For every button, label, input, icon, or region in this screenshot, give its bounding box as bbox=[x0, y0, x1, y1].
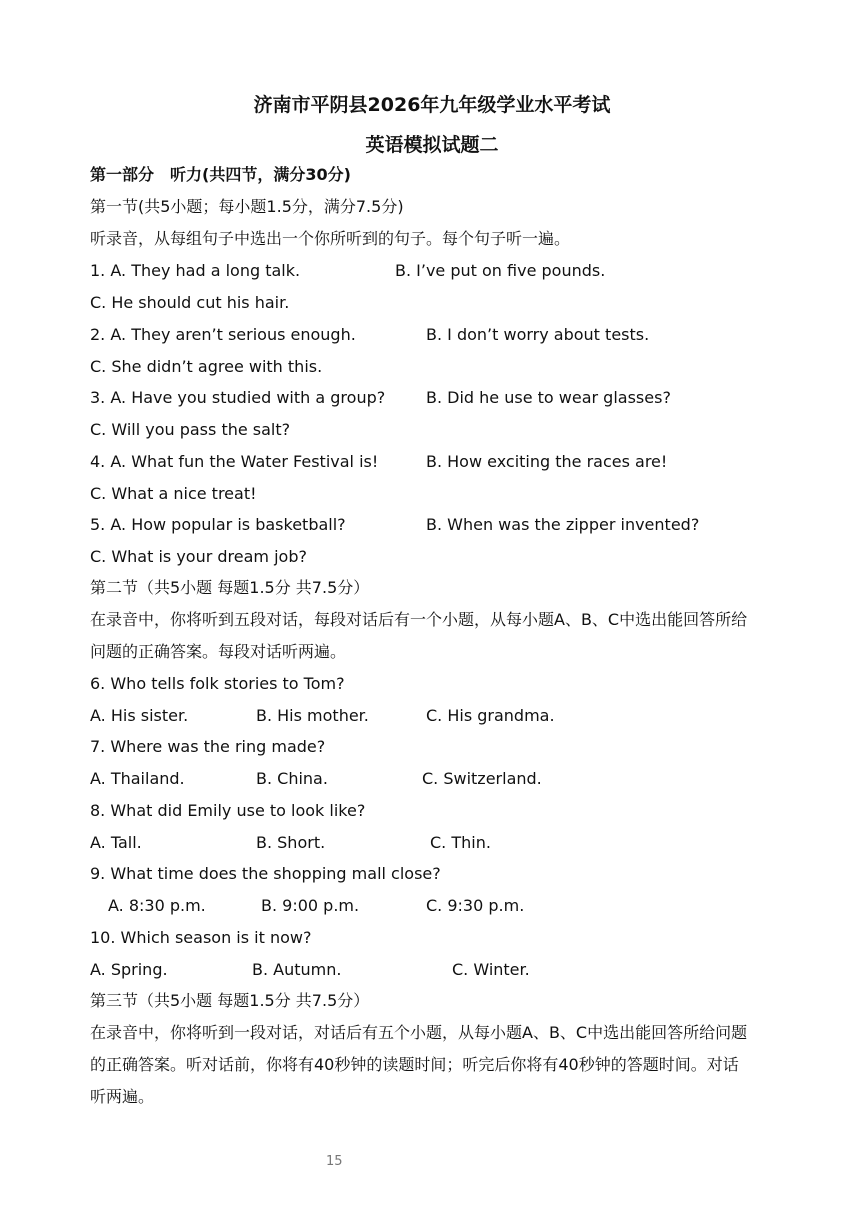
q4-option-b: B. How exciting the races are! bbox=[426, 452, 668, 471]
q1-option-a: 1. A. They had a long talk. bbox=[90, 261, 301, 280]
q9-question: 9. What time does the shopping mall close? bbox=[90, 864, 441, 883]
page-number: 15 bbox=[326, 1154, 343, 1169]
q8-option-a: A. Tall. bbox=[90, 833, 142, 852]
q4-option-a: 4. A. What fun the Water Festival is! bbox=[90, 452, 379, 471]
q6-option-c: C. His grandma. bbox=[426, 706, 555, 725]
part1-heading: 第一部分 听力(共四节，满分30分) bbox=[90, 165, 351, 184]
q10-option-b: B. Autumn. bbox=[252, 960, 342, 979]
q9-option-a: A. 8:30 p.m. bbox=[108, 896, 206, 915]
q7-option-b: B. China. bbox=[256, 769, 328, 788]
q8-option-c: C. Thin. bbox=[430, 833, 491, 852]
q9-option-b: B. 9:00 p.m. bbox=[261, 896, 360, 915]
q1-option-b: B. I’ve put on five pounds. bbox=[395, 261, 606, 280]
q8-question: 8. What did Emily use to look like? bbox=[90, 801, 366, 820]
section3-heading: 第三节（共5小题 每题1.5分 共7.5分） bbox=[90, 991, 370, 1010]
section1-instruction: 听录音，从每组句子中选出一个你所听到的句子。每个句子听一遍。 bbox=[90, 229, 571, 248]
q5-option-b: B. When was the zipper invented? bbox=[426, 515, 700, 534]
q1-option-c: C. He should cut his hair. bbox=[90, 293, 290, 312]
q6-question: 6. Who tells folk stories to Tom? bbox=[90, 674, 345, 693]
q2-option-c: C. She didn’t agree with this. bbox=[90, 357, 323, 376]
q3-option-c: C. Will you pass the salt? bbox=[90, 420, 291, 439]
section3-instruction-line2: 的正确答案。听对话前，你将有40秒钟的读题时间；听完后你将有40秒钟的答题时间。对话 bbox=[90, 1055, 739, 1074]
exam-title: 济南市平阴县2026年九年级学业水平考试 bbox=[253, 94, 611, 116]
q7-option-c: C. Switzerland. bbox=[422, 769, 542, 788]
q2-option-a: 2. A. They aren’t serious enough. bbox=[90, 325, 356, 344]
q10-question: 10. Which season is it now? bbox=[90, 928, 312, 947]
q2-option-b: B. I don’t worry about tests. bbox=[426, 325, 650, 344]
q10-option-a: A. Spring. bbox=[90, 960, 168, 979]
q8-option-b: B. Short. bbox=[256, 833, 326, 852]
q6-option-b: B. His mother. bbox=[256, 706, 369, 725]
section3-instruction-line1: 在录音中，你将听到一段对话，对话后有五个小题，从每小题A、B、C中选出能回答所给问题 bbox=[90, 1023, 748, 1042]
section2-instruction-line1: 在录音中，你将听到五段对话，每段对话后有一个小题，从每小题A、B、C中选出能回答所给 bbox=[90, 610, 748, 629]
q3-option-a: 3. A. Have you studied with a group? bbox=[90, 388, 386, 407]
q9-option-c: C. 9:30 p.m. bbox=[426, 896, 525, 915]
q7-question: 7. Where was the ring made? bbox=[90, 737, 326, 756]
q6-option-a: A. His sister. bbox=[90, 706, 189, 725]
q5-option-c: C. What is your dream job? bbox=[90, 547, 307, 566]
q3-option-b: B. Did he use to wear glasses? bbox=[426, 388, 671, 407]
q7-option-a: A. Thailand. bbox=[90, 769, 185, 788]
section3-instruction-line3: 听两遍。 bbox=[90, 1087, 155, 1106]
q10-option-c: C. Winter. bbox=[452, 960, 530, 979]
section2-heading: 第二节（共5小题 每题1.5分 共7.5分） bbox=[90, 578, 370, 597]
q4-option-c: C. What a nice treat! bbox=[90, 484, 257, 503]
section2-instruction-line2: 问题的正确答案。每段对话听两遍。 bbox=[90, 642, 347, 661]
section1-heading: 第一节(共5小题；每小题1.5分，满分7.5分) bbox=[90, 197, 404, 216]
exam-subtitle: 英语模拟试题二 bbox=[365, 134, 499, 156]
q5-option-a: 5. A. How popular is basketball? bbox=[90, 515, 346, 534]
